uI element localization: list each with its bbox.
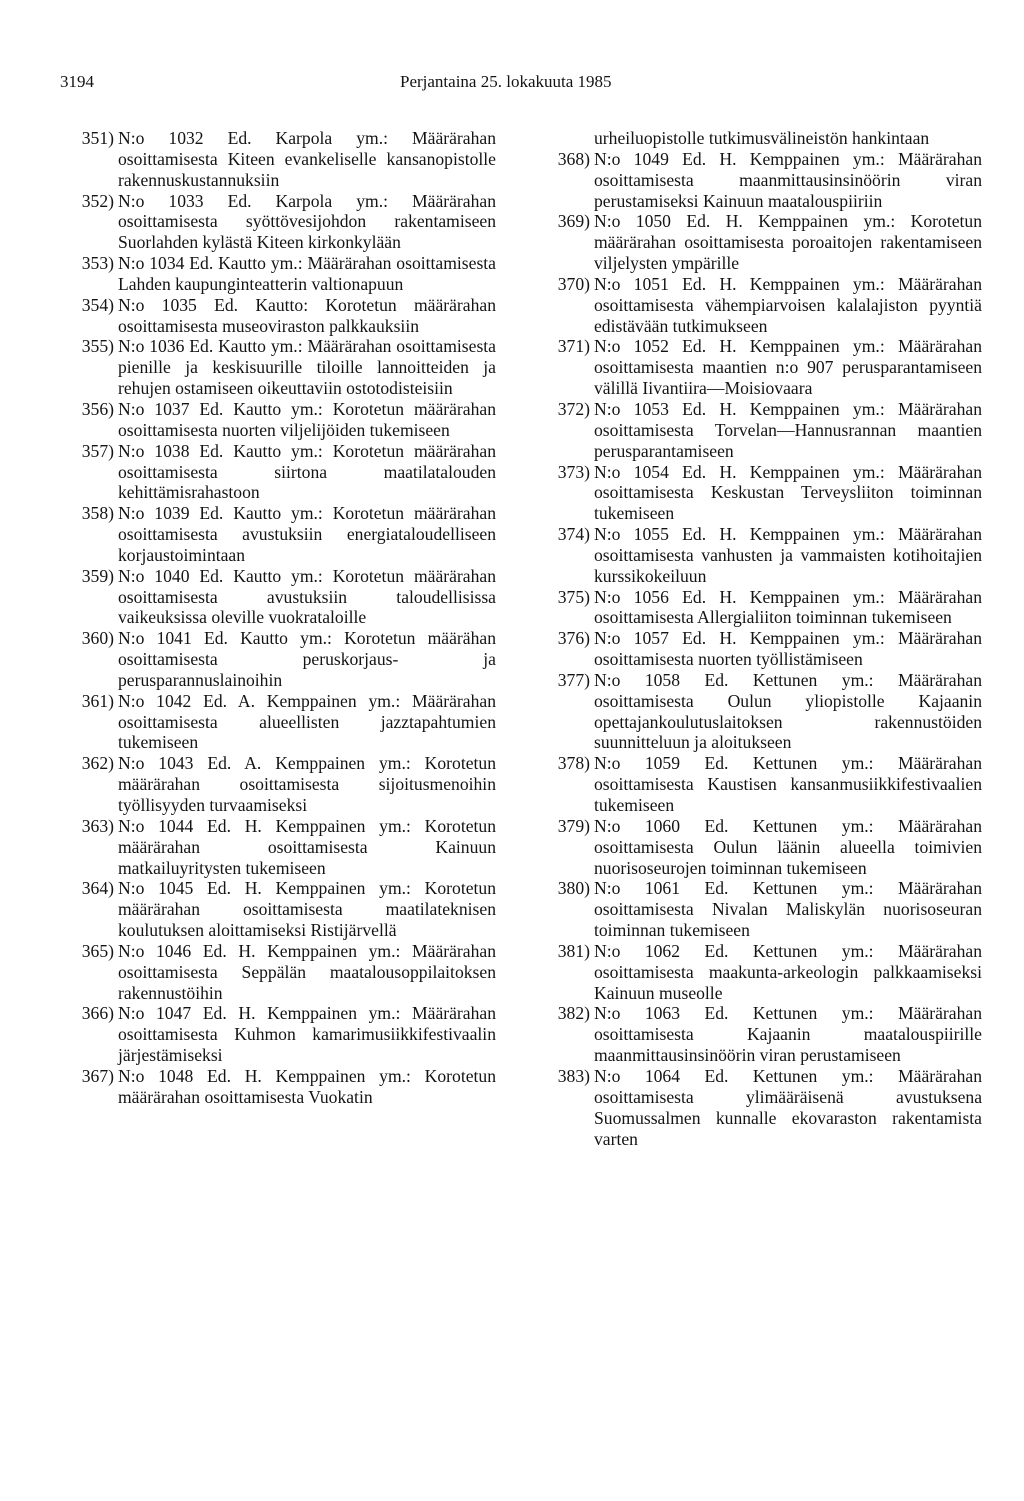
item-text: N:o 1043 Ed. A. Kemppainen ym.: Korotetun määrärahan osoittamisesta sijoitusmenoihin työllisyyden turvaamiseksi — [118, 753, 496, 815]
item-number: 370) — [557, 273, 590, 294]
item-number: 372) — [557, 398, 590, 419]
item-number: 362) — [81, 753, 114, 774]
list-item — [60, 691, 496, 754]
list-item — [536, 941, 982, 1004]
list-item — [60, 1066, 496, 1108]
item-text: N:o 1036 Ed. Kautto ym.: Määrärahan osoittamisesta pienille ja keskisuurille tiloille lannoitteiden ja rehujen ostamiseen oikeuttaviin ostotodisteisiin — [118, 336, 496, 399]
item-text: N:o 1042 Ed. A. Kemppainen ym.: Määrärahan osoittamisesta alueellisten jazztapahtumien tukemiseen — [118, 690, 496, 753]
item-number: 356) — [81, 398, 114, 419]
item-number: 381) — [557, 940, 590, 961]
item-number: 375) — [557, 586, 590, 607]
item-text: N:o 1056 Ed. H. Kemppainen ym.: Määrärahan osoittamisesta Allergialiiton toiminnan tukemiseen — [594, 586, 982, 628]
list-item — [60, 336, 496, 399]
item-number: 361) — [81, 690, 114, 711]
continuation-text: urheiluopistolle tutkimusvälineistön hankintaan — [594, 128, 930, 148]
item-text: N:o 1058 Ed. Kettunen ym.: Määrärahan osoittamisesta Oulun yliopistolle Kajaanin opettajankoulutuslaitoksen rakennustöiden suunnitteluun ja aloitukseen — [594, 669, 982, 753]
list-item — [536, 149, 982, 212]
item-number: 366) — [81, 1003, 114, 1024]
item-number: 353) — [81, 253, 114, 274]
item-number: 368) — [557, 148, 590, 169]
page-header — [0, 72, 1024, 96]
item-text: N:o 1054 Ed. H. Kemppainen ym.: Määrärahan osoittamisesta Keskustan Terveysliiton toiminnan tukemiseen — [594, 461, 982, 524]
page-date: Perjantaina 25. lokakuuta 1985 — [400, 72, 612, 91]
list-item — [536, 274, 982, 337]
item-text: N:o 1053 Ed. H. Kemppainen ym.: Määrärahan osoittamisesta Torvelan—Hannusrannan maantien perusparantamiseen — [594, 398, 982, 461]
list-item — [60, 441, 496, 504]
item-text: N:o 1055 Ed. H. Kemppainen ym.: Määrärahan osoittamisesta vanhusten ja vammaisten kotihoitajien kurssikokeiluun — [594, 524, 982, 586]
item-text: N:o 1040 Ed. Kautto ym.: Korotetun määrärahan osoittamisesta avustuksiin taloudellisissa vaikeuksissa oleville vuokrataloille — [118, 565, 496, 628]
item-text: N:o 1046 Ed. H. Kemppainen ym.: Määrärahan osoittamisesta Seppälän maatalousoppilaitoksen rakennustöihin — [118, 940, 496, 1003]
list-item — [60, 753, 496, 816]
item-number: 363) — [81, 815, 114, 836]
item-number: 373) — [557, 461, 590, 482]
item-number: 355) — [81, 336, 114, 357]
item-number: 352) — [81, 190, 114, 211]
right-column — [536, 128, 982, 1149]
list-item — [536, 587, 982, 629]
item-number: 378) — [557, 753, 590, 774]
item-text: N:o 1032 Ed. Karpola ym.: Määrärahan osoittamisesta Kiteen evankeliselle kansanopistolle rakennuskustannuksiin — [118, 128, 496, 190]
item-text: N:o 1049 Ed. H. Kemppainen ym.: Määrärahan osoittamisesta maanmittausinsinöörin viran perustamiseksi Kainuun maatalouspiiriin — [594, 148, 982, 211]
item-text: N:o 1057 Ed. H. Kemppainen ym.: Määrärahan osoittamisesta nuorten työllistämiseen — [594, 628, 982, 670]
item-number: 360) — [81, 628, 114, 649]
page-number: 3194 — [60, 72, 94, 91]
item-text: N:o 1061 Ed. Kettunen ym.: Määrärahan osoittamisesta Nivalan Maliskylän nuorisoseuran toiminnan tukemiseen — [594, 878, 982, 941]
list-item — [536, 462, 982, 525]
item-text: N:o 1034 Ed. Kautto ym.: Määrärahan osoittamisesta Lahden kaupunginteatterin valtionapuun — [118, 253, 496, 294]
item-number: 358) — [81, 503, 114, 524]
item-text: N:o 1045 Ed. H. Kemppainen ym.: Korotetun määrärahan osoittamisesta maatilateknisen koulutuksen aloittamiseksi Ristijärvellä — [118, 878, 496, 941]
item-number: 374) — [557, 524, 590, 545]
list-item — [60, 128, 496, 191]
list-item — [536, 628, 982, 670]
item-number: 367) — [81, 1065, 114, 1086]
item-number: 357) — [81, 440, 114, 461]
item-number: 351) — [81, 128, 114, 148]
item-number: 364) — [81, 878, 114, 899]
list-item — [60, 941, 496, 1004]
item-number: 371) — [557, 336, 590, 357]
list-item — [60, 503, 496, 566]
item-text: N:o 1062 Ed. Kettunen ym.: Määrärahan osoittamisesta maakunta-arkeologin palkkaamiseksi Kainuun museolle — [594, 940, 982, 1003]
item-text: N:o 1039 Ed. Kautto ym.: Korotetun määrärahan osoittamisesta avustuksiin energiataloudelliseen korjaustoimintaan — [118, 503, 496, 565]
left-column — [60, 128, 496, 1108]
list-item — [60, 399, 496, 441]
list-item — [536, 816, 982, 879]
list-item — [60, 628, 496, 691]
item-text: N:o 1044 Ed. H. Kemppainen ym.: Korotetun määrärahan osoittamisesta Kainuun matkailuyritysten tukemiseen — [118, 815, 496, 878]
item-text: N:o 1051 Ed. H. Kemppainen ym.: Määrärahan osoittamisesta vähempiarvoisen kalalajiston pyyntiä edistävään tutkimukseen — [594, 273, 982, 336]
list-item — [60, 191, 496, 254]
item-text: N:o 1033 Ed. Karpola ym.: Määrärahan osoittamisesta syöttövesijohdon rakentamiseen Suorlahden kylästä Kiteen kirkonkylään — [118, 190, 496, 253]
list-item — [60, 295, 496, 337]
list-item — [536, 1066, 982, 1149]
list-item — [60, 878, 496, 941]
item-number: 380) — [557, 878, 590, 899]
item-number: 359) — [81, 565, 114, 586]
item-number: 376) — [557, 628, 590, 649]
list-item — [536, 670, 982, 753]
list-item — [536, 878, 982, 941]
list-item — [60, 816, 496, 879]
list-item — [536, 753, 982, 816]
item-text: N:o 1038 Ed. Kautto ym.: Korotetun määrärahan osoittamisesta siirtona maatilatalouden kehittämisrahastoon — [118, 440, 496, 503]
right-column-entries — [536, 149, 982, 1150]
list-item — [60, 1003, 496, 1066]
item-text: N:o 1041 Ed. Kautto ym.: Korotetun määrähan osoittamisesta peruskorjaus- ja perusparannuslainoihin — [118, 628, 496, 690]
list-item — [60, 253, 496, 295]
list-item — [536, 524, 982, 587]
item-text: N:o 1035 Ed. Kautto: Korotetun määrärahan osoittamisesta museoviraston palkkauksiin — [118, 294, 496, 336]
list-item — [536, 336, 982, 399]
item-text: N:o 1052 Ed. H. Kemppainen ym.: Määrärahan osoittamisesta maantien n:o 907 perusparantamiseen välillä Iivantiira—Moisiovaara — [594, 336, 982, 399]
item-number: 365) — [81, 940, 114, 961]
item-number: 377) — [557, 669, 590, 690]
item-text: N:o 1064 Ed. Kettunen ym.: Määrärahan osoittamisesta ylimääräisenä avustuksena Suomussalmen kunnalle ekovaraston rakentamista varten — [594, 1065, 982, 1149]
item-text: N:o 1047 Ed. H. Kemppainen ym.: Määrärahan osoittamisesta Kuhmon kamarimusiikkifestivaalin järjestämiseksi — [118, 1003, 496, 1066]
item-text: N:o 1060 Ed. Kettunen ym.: Määrärahan osoittamisesta Oulun läänin alueella toimivien nuorisoseurojen toiminnan tukemiseen — [594, 815, 982, 878]
list-item — [536, 211, 982, 274]
item-number: 383) — [557, 1065, 590, 1086]
item-number: 369) — [557, 211, 590, 232]
item-text: N:o 1059 Ed. Kettunen ym.: Määrärahan osoittamisesta Kaustisen kansanmusiikkifestivaalien tukemiseen — [594, 753, 982, 815]
item-number: 382) — [557, 1003, 590, 1024]
list-item — [60, 566, 496, 629]
item-text: N:o 1048 Ed. H. Kemppainen ym.: Korotetun määrärahan osoittamisesta Vuokatin — [118, 1065, 496, 1107]
item-text: N:o 1050 Ed. H. Kemppainen ym.: Korotetun määrärahan osoittamisesta poroaitojen rakentamiseen viljelysten ympärille — [594, 211, 982, 274]
item-number: 379) — [557, 815, 590, 836]
list-item — [536, 1003, 982, 1066]
item-text: N:o 1063 Ed. Kettunen ym.: Määrärahan osoittamisesta Kajaanin maatalouspiirille maanmittausinsinöörin viran perustamiseen — [594, 1003, 982, 1066]
list-item — [536, 399, 982, 462]
item-number: 354) — [81, 294, 114, 315]
item-text: N:o 1037 Ed. Kautto ym.: Korotetun määrärahan osoittamisesta nuorten viljelijöiden tukemiseen — [118, 398, 496, 440]
